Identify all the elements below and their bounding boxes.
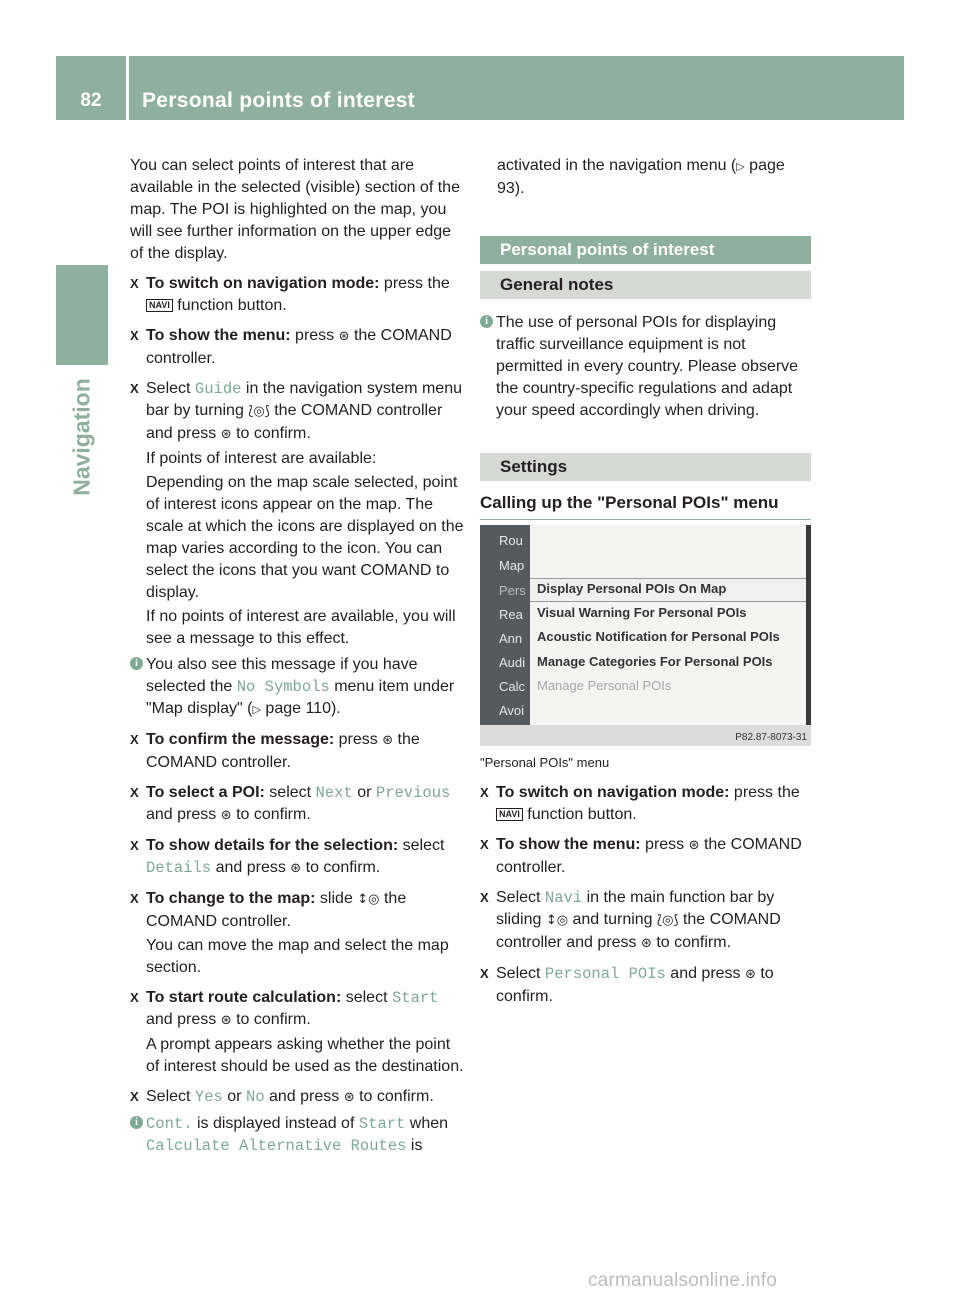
menu-item-guide: Guide [194,380,242,398]
turn-controller-icon: ⟅◎⟆ [248,404,270,419]
step-text: and press [264,1088,344,1105]
step-switch-nav [130,273,464,317]
press-controller-icon: ⊛ [338,329,350,344]
press-controller-icon: ⊛ [290,861,302,876]
left-column [130,155,464,1159]
step-change-map [130,888,464,933]
step-text: the COMAND controller. [146,890,407,930]
step-title: To change to the map: [146,890,316,907]
note-text: when [405,1115,449,1132]
menu-item-details: Details [146,859,212,877]
step-text: the COMAND controller and press [146,402,443,442]
step-text: slide [315,890,358,907]
continued-paragraph [497,155,811,200]
step-text: and press [665,965,745,982]
step-text: the COMAND controller. [496,836,802,876]
step-title: To show the menu: [146,327,291,344]
step-text: select [341,989,392,1006]
note-text: The use of personal POIs for displaying traffic surveillance equipment is not permitted in every country. Please observe the country-specific regulations and adapt your speed accordingly when driving. [496,314,799,419]
menu-item-next: Next [315,784,353,802]
text: page 93). [497,157,785,197]
step-text: to confirm. [651,934,732,951]
procedure-heading: Calling up the "Personal POIs" menu [480,493,811,520]
screen-menu-item: Display Personal POIs On Map [537,581,727,596]
menu-item-navi: Navi [544,889,583,907]
info-icon: i [130,1116,143,1129]
info-icon: i [130,657,143,670]
press-controller-icon: ⊛ [382,733,394,748]
step-title: To switch on navigation mode: [146,275,380,292]
step-arrow-icon: X [130,1089,139,1104]
step-text: press the [729,784,800,801]
press-controller-icon: ⊛ [640,936,652,951]
menu-item-yes: Yes [194,1088,223,1106]
step-text: to confirm. [301,859,381,876]
note-text: is [406,1137,423,1154]
step-arrow-icon: X [130,891,139,906]
step-text: in the main function bar by sliding [496,889,775,928]
page-ref-arrow-icon: ▷ [736,160,745,173]
press-controller-icon: ⊛ [220,808,232,823]
image-code: P82.87-8073-31 [735,732,807,743]
step-select-guide [130,378,464,446]
menu-item-no: No [245,1088,265,1106]
press-controller-icon: ⊛ [745,967,756,982]
step-switch-nav [480,782,811,826]
step-arrow-icon: X [130,276,139,291]
section-title: Personal points of interest [480,236,811,264]
screen-photo [480,525,811,746]
note-text: menu item under "Map display" ( [146,678,455,717]
step-text: Select [496,965,545,982]
image-caption: "Personal POIs" menu [480,755,610,770]
step-arrow-icon: X [130,381,139,396]
step-show-menu [480,834,811,879]
subsection-general-notes: General notes [480,271,811,299]
press-controller-icon: ⊛ [688,838,700,853]
screen-side-item: Rea [499,607,523,622]
navi-button-icon: NAVI [496,808,523,821]
screen-side-item: Avoi [499,703,525,718]
press-controller-icon: ⊛ [343,1090,355,1105]
step-text: to confirm. [354,1088,434,1105]
screen-side-item: Pers [499,583,526,598]
step-title: To select a POI: [146,784,265,801]
step-text: select [264,784,316,801]
step-text: and press [146,1011,221,1028]
step-text: press the [379,275,450,292]
watermark: carmanualsonline.info [588,1270,778,1291]
screen-side-item: Audi [499,655,526,670]
note-text: You also see this message if you have selected the [146,656,418,695]
step-text: and press [211,859,291,876]
step-text: Select [146,1088,195,1105]
right-column-top [497,155,811,202]
step-route-calc [130,987,464,1032]
screen-side-item: Ann [499,631,523,646]
step-select-yes-no [130,1086,464,1109]
screen-menu-item: Manage Personal POIs [537,678,672,693]
step-confirm-message [130,729,464,774]
sub-paragraph: You can move the map and select the map section. [146,937,449,976]
step-text: to confirm. [231,806,311,823]
step-arrow-icon: X [130,838,139,853]
menu-item-start: Start [391,989,439,1007]
page-number: 82 [80,90,102,111]
step-arrow-icon: X [480,890,489,905]
step-title: To show details for the selection: [146,837,399,854]
menu-item-previous: Previous [375,784,451,802]
note-text: page 110). [260,700,341,717]
right-steps [480,774,811,1010]
side-tab [56,372,108,502]
step-text: Select [146,380,195,397]
menu-item-start: Start [358,1115,406,1133]
turn-controller-icon: ⟅◎⟆ [657,913,679,928]
sub-paragraph: Depending on the map scale selected, point of interest icons appear on the map. The scale at which the icons are displayed on the map varies according to the icon. You can select the icons that you want COMAND to display. [146,474,464,601]
step-text: the COMAND controller. [146,327,452,367]
menu-item-calc-alt-routes: Calculate Alternative Routes [146,1137,407,1155]
step-select-personal-pois [480,963,811,1008]
step-arrow-icon: X [130,785,139,800]
screen-menu-item: Manage Categories For Personal POIs [537,654,773,669]
screen-menu-item: Visual Warning For Personal POIs [537,605,747,620]
step-show-details [130,835,464,880]
step-text: in the navigation system menu bar by turning [146,380,462,419]
press-controller-icon: ⊛ [220,1013,232,1028]
menu-item-no-symbols: No Symbols [236,678,330,696]
step-text: press [640,836,689,853]
step-title: To start route calculation: [146,989,342,1006]
step-arrow-icon: X [480,837,489,852]
info-note [130,1113,464,1157]
step-title: To switch on navigation mode: [496,784,730,801]
step-text: to confirm. [496,965,774,1005]
menu-item-cont: Cont. [146,1115,193,1133]
step-text: Select [496,889,545,906]
step-arrow-icon: X [480,966,489,981]
step-select-navi [480,887,811,955]
step-select-poi [130,782,464,827]
header-divider [126,56,129,120]
sub-paragraph: A prompt appears asking whether the point of interest should be used as the destination. [146,1036,464,1075]
step-text: the COMAND controller and press [496,911,781,951]
page-header [56,56,904,120]
info-note [130,654,464,721]
step-text: to confirm. [231,1011,311,1028]
step-arrow-icon: X [130,732,139,747]
screen-menu-item: Acoustic Notification for Personal POIs [537,629,780,644]
text: activated in the navigation menu ( [497,157,737,174]
step-text: the COMAND controller. [146,731,420,771]
screen-edge [806,525,811,725]
step-text: to confirm. [231,425,311,442]
note-text: is displayed instead of [192,1115,359,1132]
step-title: To confirm the message: [146,731,335,748]
info-note [480,312,811,422]
press-controller-icon: ⊛ [220,427,232,442]
right-note-block [480,308,811,424]
step-show-menu [130,325,464,370]
sub-paragraph: If points of interest are available: [146,450,377,467]
step-text: or [222,1088,246,1105]
subsection-settings: Settings [480,453,811,481]
step-text: select [398,837,445,854]
step-text: function button. [172,297,287,314]
page-ref-arrow-icon: ▷ [252,703,261,716]
step-arrow-icon: X [130,328,139,343]
slide-controller-icon: ↕◎ [357,892,380,907]
screen-side-item: Calc [499,679,526,694]
step-text: press [290,327,339,344]
step-text: or [352,784,376,801]
screen-side-item: Rou [499,533,523,548]
intro-paragraph: You can select points of interest that are available in the selected (visible) section of the map. The POI is highlighted on the map, you will see further information on the upper edge of the display. [130,157,460,262]
screen-side-item: Map [499,558,525,573]
step-arrow-icon: X [480,785,489,800]
slide-controller-icon: ↕◎ [545,913,569,928]
step-text: and press [146,806,221,823]
screen-menu-panel [530,525,810,725]
step-arrow-icon: X [130,990,139,1005]
side-tab-block [56,265,108,365]
step-text: and turning [568,911,658,928]
navi-button-icon: NAVI [146,299,173,312]
menu-item-personal-pois: Personal POIs [544,965,666,983]
info-icon: i [480,315,493,328]
step-title: To show the menu: [496,836,641,853]
sub-paragraph: If no points of interest are available, you will see a message to this effect. [146,608,456,647]
side-tab-label: Navigation [68,378,95,496]
page-title: Personal points of interest [142,89,415,112]
step-text: function button. [522,806,637,823]
step-text: press [334,731,383,748]
